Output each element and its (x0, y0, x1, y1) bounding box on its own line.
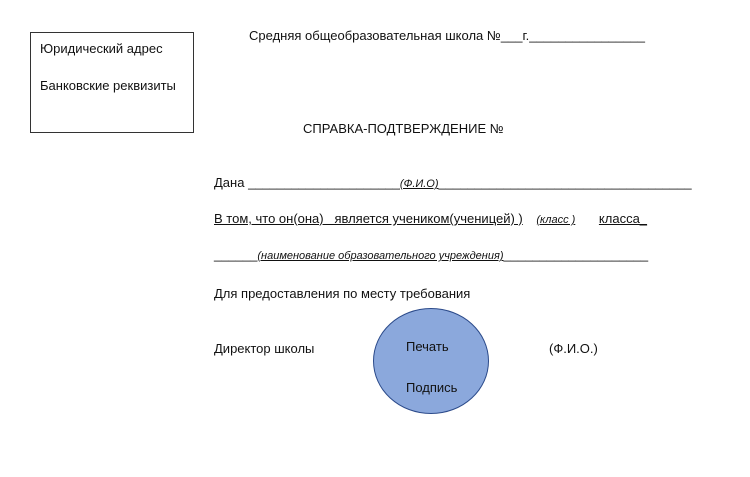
line-institution (214, 247, 648, 262)
student-text: В том, что он(она) является учеником(ученицей) ) (214, 211, 523, 226)
stamp-circle (373, 308, 489, 414)
institution-blank-before: ______ (214, 247, 258, 262)
issued-to-prefix: Дана (214, 175, 249, 190)
legal-address-label: Юридический адрес (40, 41, 163, 56)
class-suffix: класса_ (598, 211, 648, 226)
stamp-seal-label: Печать (406, 339, 449, 354)
stamp-sign-label: Подпись (406, 380, 458, 395)
director-label: Директор школы (214, 341, 315, 356)
fio-hint: (Ф.И.О) (399, 178, 439, 190)
issued-to-blank-after: ___________________________________ (438, 175, 692, 190)
class-hint: (класс ) (536, 214, 576, 226)
line-issued-to (214, 175, 692, 190)
director-fio: (Ф.И.О.) (549, 341, 598, 356)
bank-details-label: Банковские реквизиты (40, 78, 176, 93)
institution-blank-after: ____________________ (503, 247, 649, 262)
institution-hint: (наименование образовательного учреждения) (257, 250, 504, 262)
address-box (30, 32, 194, 133)
document-title: СПРАВКА-ПОДТВЕРЖДЕНИЕ № (303, 121, 504, 136)
school-header: Средняя общеобразовательная школа №___г.________________ (249, 28, 645, 43)
issued-to-blank-before: _____________________ (248, 175, 400, 190)
purpose-text: Для предоставления по месту требования (214, 286, 471, 301)
line-student (214, 211, 647, 226)
